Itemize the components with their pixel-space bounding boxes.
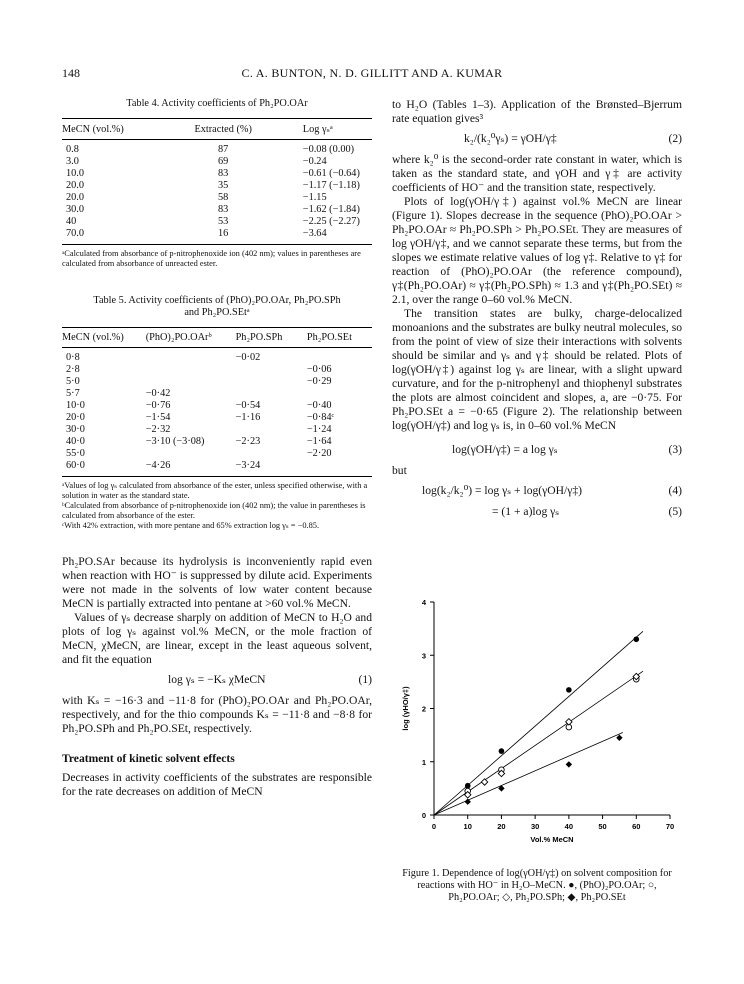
table5-footnote: ᵇCalculated from absorbance of p-nitrophenoxide ion (402 nm); the value in parentheses is calculated from absorbance of the ester. bbox=[62, 501, 366, 520]
section-heading: Treatment of kinetic solvent effects bbox=[62, 752, 235, 765]
x-tick-label: 60 bbox=[632, 822, 641, 831]
body-paragraph: Decreases in activity coefficients of the substrates are responsible for the rate decreases on addition of MeCN bbox=[62, 771, 372, 798]
table5-cell: −1·24 bbox=[306, 424, 332, 435]
table4-cell: 3.0 bbox=[66, 156, 79, 167]
x-tick-label: 30 bbox=[530, 822, 540, 831]
table5-cell: −0·02 bbox=[235, 352, 261, 363]
table4-row bbox=[62, 192, 372, 204]
table5-cell: −0·40 bbox=[306, 400, 332, 411]
table5-cell: 55·0 bbox=[66, 448, 85, 459]
table4-cell: 53 bbox=[218, 216, 229, 227]
table5-cell: −1·64 bbox=[306, 436, 332, 447]
table4-cell: 83 bbox=[218, 168, 229, 179]
table4-header: Extracted (%) bbox=[194, 123, 252, 135]
table5-cell: 10·0 bbox=[66, 400, 85, 411]
table5-row bbox=[62, 448, 372, 460]
table5-row bbox=[62, 400, 372, 412]
table4-cell: −0.24 bbox=[302, 156, 327, 167]
table4-cell: −1.15 bbox=[302, 192, 327, 203]
equation-number: (2) bbox=[668, 132, 682, 145]
y-tick-label: 0 bbox=[421, 811, 426, 820]
table4-cell: 10.0 bbox=[66, 168, 85, 179]
y-tick-label: 2 bbox=[421, 704, 426, 714]
table5-cell bbox=[307, 460, 372, 477]
table4-cell: −1.17 (−1.18) bbox=[302, 180, 360, 191]
table5-cell bbox=[146, 348, 236, 365]
fit-line bbox=[434, 631, 643, 815]
table5-footnote: ᵃValues of log γₛ calculated from absorbance of the ester, unless specified otherwise, with a solution in water as the standard state. bbox=[62, 481, 368, 500]
table5-cell: −0·84ᶜ bbox=[306, 412, 335, 423]
table5-cell bbox=[236, 388, 307, 400]
table5-header: MeCN (vol.%) bbox=[62, 332, 124, 343]
body-text-but: but bbox=[392, 464, 407, 477]
y-tick-label: 1 bbox=[421, 757, 426, 767]
table5-cell: −2·32 bbox=[145, 424, 171, 435]
table4-cell: −0.61 (−0.64) bbox=[302, 168, 360, 179]
fit-line bbox=[434, 732, 623, 815]
x-tick-label: 0 bbox=[431, 822, 437, 831]
table5-cell: −3·24 bbox=[235, 460, 261, 471]
table4-header: Log γₛᵃ bbox=[302, 124, 333, 135]
equation-number: (1) bbox=[358, 673, 372, 686]
table4-cell: 87 bbox=[218, 144, 229, 155]
table4-row bbox=[62, 156, 372, 168]
table4-cell: 58 bbox=[218, 192, 229, 203]
table4-cell: 20.0 bbox=[66, 180, 85, 191]
page-header bbox=[0, 66, 744, 82]
table5-cell bbox=[236, 448, 307, 460]
equation-number: (4) bbox=[668, 484, 682, 497]
table5-cell: 40·0 bbox=[66, 436, 85, 447]
y-tick-label: 3 bbox=[421, 651, 426, 661]
table5-row bbox=[62, 364, 372, 376]
x-axis-label: Vol.% MeCN bbox=[530, 835, 574, 844]
x-tick-label: 20 bbox=[497, 822, 506, 831]
table4-cell: 40 bbox=[66, 216, 77, 227]
equation-text: log(γOH/γ‡) = a log γₛ bbox=[452, 443, 558, 456]
x-tick-label: 40 bbox=[564, 822, 574, 831]
data-point-filled-circle bbox=[633, 636, 639, 642]
page-number: 148 bbox=[62, 66, 80, 80]
table4 bbox=[62, 118, 372, 245]
table5-cell: −2·20 bbox=[306, 448, 332, 459]
table5-cell: −0·42 bbox=[145, 388, 171, 399]
table5-row bbox=[62, 388, 372, 400]
table5-cell: −1·54 bbox=[145, 412, 171, 423]
body-paragraph: to H₂O (Tables 1–3). Application of the Brønsted–Bjerrum rate equation gives³ bbox=[392, 98, 682, 125]
table5-cell: −2·23 bbox=[235, 436, 261, 447]
table5-body bbox=[62, 348, 372, 477]
table4-cell: 83 bbox=[218, 204, 229, 215]
table5-row bbox=[62, 348, 372, 365]
table4-cell: −0.08 (0.00) bbox=[302, 144, 355, 155]
equation-1 bbox=[62, 673, 372, 688]
table4-cell: 35 bbox=[218, 180, 229, 191]
body-paragraph: Ph₂PO.SAr because its hydrolysis is inconveniently rapid even when reaction with HO⁻ is suppressed by dilute acid. Experiments were not made in the solvents of low water content because MeCN is partially extracted into pentane at >60 vol.% MeCN. bbox=[62, 555, 372, 610]
data-point-filled-circle bbox=[465, 783, 471, 789]
table4-cell: 69 bbox=[218, 156, 229, 167]
table4-caption: Table 4. Activity coefficients of Ph₂PO.OAr bbox=[126, 98, 308, 109]
table4-row bbox=[62, 228, 372, 245]
table5-header: Ph₂PO.SEt bbox=[306, 332, 352, 343]
table5-cell bbox=[236, 424, 307, 436]
table4-cell: 16 bbox=[218, 228, 229, 239]
table5-header: Ph₂PO.SPh bbox=[235, 332, 283, 343]
body-paragraph: Values of γₛ decrease sharply on addition of MeCN to H₂O and plots of log γₛ against vol.% MeCN, or the mole fraction of MeCN, χMeCN, are linear, except in the least aqueous solvent, and fit the equation bbox=[62, 611, 372, 666]
x-tick-label: 70 bbox=[665, 822, 675, 831]
table4-row bbox=[62, 180, 372, 192]
table5-caption: Table 5. Activity coefficients of (PhO)₂PO.OAr, Ph₂PO.SPh and Ph₂PO.SEtᵃ bbox=[93, 295, 341, 318]
table5-cell: −4·26 bbox=[145, 460, 171, 471]
left-column bbox=[62, 98, 372, 799]
table5-cell: −3·10 (−3·08) bbox=[145, 436, 205, 447]
table5-cell: 60·0 bbox=[66, 460, 85, 471]
x-tick-label: 10 bbox=[463, 822, 472, 831]
equation-text: log(k₂/k₂⁰) = log γₛ + log(γOH/γ‡) bbox=[422, 484, 583, 497]
x-tick-label: 50 bbox=[598, 822, 607, 831]
equation-text: = (1 + a)log γₛ bbox=[492, 505, 560, 518]
table5-row bbox=[62, 424, 372, 436]
figure-1-caption: Figure 1. Dependence of log(γOH/γ‡) on solvent composition for reactions with HO⁻ in H₂O–MeCN. ●, (PhO)₂PO.OAr; ○, Ph₂PO.OAr; ◇, Ph₂PO.SPh; ◆, Ph₂PO.SEt bbox=[402, 868, 672, 903]
table5-cell bbox=[236, 364, 307, 376]
equation-text: k₂/(k₂⁰γₛ) = γOH/γ‡ bbox=[464, 132, 557, 145]
table4-cell: −3.64 bbox=[302, 228, 327, 239]
table5-row bbox=[62, 376, 372, 388]
table5-header: (PhO)₂PO.OArᵇ bbox=[145, 332, 212, 343]
equation-text: log γₛ = −Kₛ χMeCN bbox=[168, 673, 266, 686]
table5 bbox=[62, 327, 372, 477]
table4-row bbox=[62, 216, 372, 228]
table5-row bbox=[62, 460, 372, 477]
data-point-filled-diamond bbox=[566, 761, 572, 767]
body-paragraph: The transition states are bulky, charge-delocalized monoanions and the substrates are bulky neutral molecules, so from the point of view of size their interactions with solvents should be similar and γₛ and γ‡ should be related. Plots of log(γOH/γ‡) against log γₛ are linear, with a slight upward curvature, and for the p-nitrophenyl and thiophenyl substrates the plots are almost coincident and slopes, a, are −0·75. For Ph₂PO.SEt a = −0·65 (Figure 2). The relationship between log(γOH/γ‡) and log γₛ is, in 0–60 vol.% MeCN bbox=[392, 307, 682, 432]
table5-cell bbox=[307, 388, 372, 400]
table4-row bbox=[62, 140, 372, 157]
table4-header: MeCN (vol.%) bbox=[62, 123, 124, 135]
table4-cell: 70.0 bbox=[66, 228, 85, 239]
table5-cell: −0·54 bbox=[235, 400, 261, 411]
y-tick-label: 4 bbox=[421, 598, 426, 607]
table4-footnote: ᵃCalculated from absorbance of p-nitrophenoxide ion (402 nm); values in parentheses are calculated from absorbance of unreacted ester. bbox=[62, 249, 361, 268]
table5-row bbox=[62, 436, 372, 448]
table4-row bbox=[62, 204, 372, 216]
table5-cell bbox=[146, 364, 236, 376]
table5-cell bbox=[146, 376, 236, 388]
running-head: C. A. BUNTON, N. D. GILLITT AND A. KUMAR bbox=[241, 66, 503, 80]
table5-cell bbox=[236, 376, 307, 388]
figure-1-chart bbox=[392, 590, 692, 848]
table5-cell: 2·8 bbox=[66, 364, 80, 375]
table5-cell: −0·06 bbox=[306, 364, 332, 375]
table5-cell: 30·0 bbox=[66, 424, 85, 435]
body-paragraph: with Kₛ = −16·3 and −11·8 for (PhO)₂PO.OAr and Ph₂PO.OAr, respectively, and for the thio compounds Kₛ = −11·8 and −8·8 for Ph₂PO.SPh and Ph₂PO.SEt, respectively. bbox=[62, 694, 372, 735]
equation-number: (5) bbox=[668, 505, 682, 518]
data-point-filled-diamond bbox=[616, 735, 622, 741]
table5-cell: −1·16 bbox=[235, 412, 261, 423]
table5-cell: −0·76 bbox=[145, 400, 171, 411]
table4-body bbox=[62, 140, 372, 245]
table5-cell bbox=[146, 448, 236, 460]
table5-cell: 5·0 bbox=[66, 376, 80, 387]
table5-cell: 5·7 bbox=[66, 388, 80, 399]
body-paragraph: Plots of log(γOH/γ‡) against vol.% MeCN are linear (Figure 1). Slopes decrease in the sequence (PhO)₂PO.OAr > Ph₂PO.OAr ≈ Ph₂PO.SPh > Ph₂PO.SEt. They are measures of log γOH/γ‡, and we cannot separate these terms, but from the slopes we estimate relative values of log γ‡. Relative to γ‡ for reaction of (PhO)₂PO.OAr (the reference compound), γ‡(Ph₂PO.OAr) ≈ γ‡(Ph₂PO.SPh) ≈ 1.3 and γ‡(Ph₂PO.SEt) ≈ 2.1, over the range 0–60 vol.% MeCN. bbox=[392, 195, 682, 306]
y-axis-label: log (γHO/γ‡) bbox=[401, 686, 410, 731]
body-paragraph: where k₂⁰ is the second-order rate constant in water, which is taken as the standard state, and γOH and γ‡ are activity coefficients of HO⁻ and the transition state, respectively. bbox=[392, 153, 682, 194]
equation-3 bbox=[392, 443, 682, 458]
table5-footnote: ᶜWith 42% extraction, with more pentane and 65% extraction log γₛ = −0.85. bbox=[62, 521, 320, 530]
equation-number: (3) bbox=[668, 443, 682, 456]
data-point-filled-circle bbox=[566, 687, 572, 693]
table5-cell: −0·29 bbox=[306, 376, 332, 387]
table4-row bbox=[62, 168, 372, 180]
right-column bbox=[392, 98, 682, 526]
table5-cell: 0·8 bbox=[66, 352, 80, 363]
plot-area bbox=[401, 598, 674, 844]
table4-cell: 0.8 bbox=[66, 144, 79, 155]
data-point-open-diamond bbox=[481, 779, 487, 785]
table4-cell: −1.62 (−1.84) bbox=[302, 204, 360, 215]
table5-cell: 20·0 bbox=[66, 412, 85, 423]
table4-cell: −2.25 (−2.27) bbox=[302, 216, 360, 227]
equation-5 bbox=[392, 505, 682, 520]
table4-cell: 20.0 bbox=[66, 192, 85, 203]
table5-row bbox=[62, 412, 372, 424]
table5-cell bbox=[307, 348, 372, 365]
equation-4 bbox=[392, 484, 682, 499]
data-point-filled-circle bbox=[499, 748, 505, 754]
equation-2 bbox=[392, 132, 682, 147]
table4-cell: 30.0 bbox=[66, 204, 85, 215]
